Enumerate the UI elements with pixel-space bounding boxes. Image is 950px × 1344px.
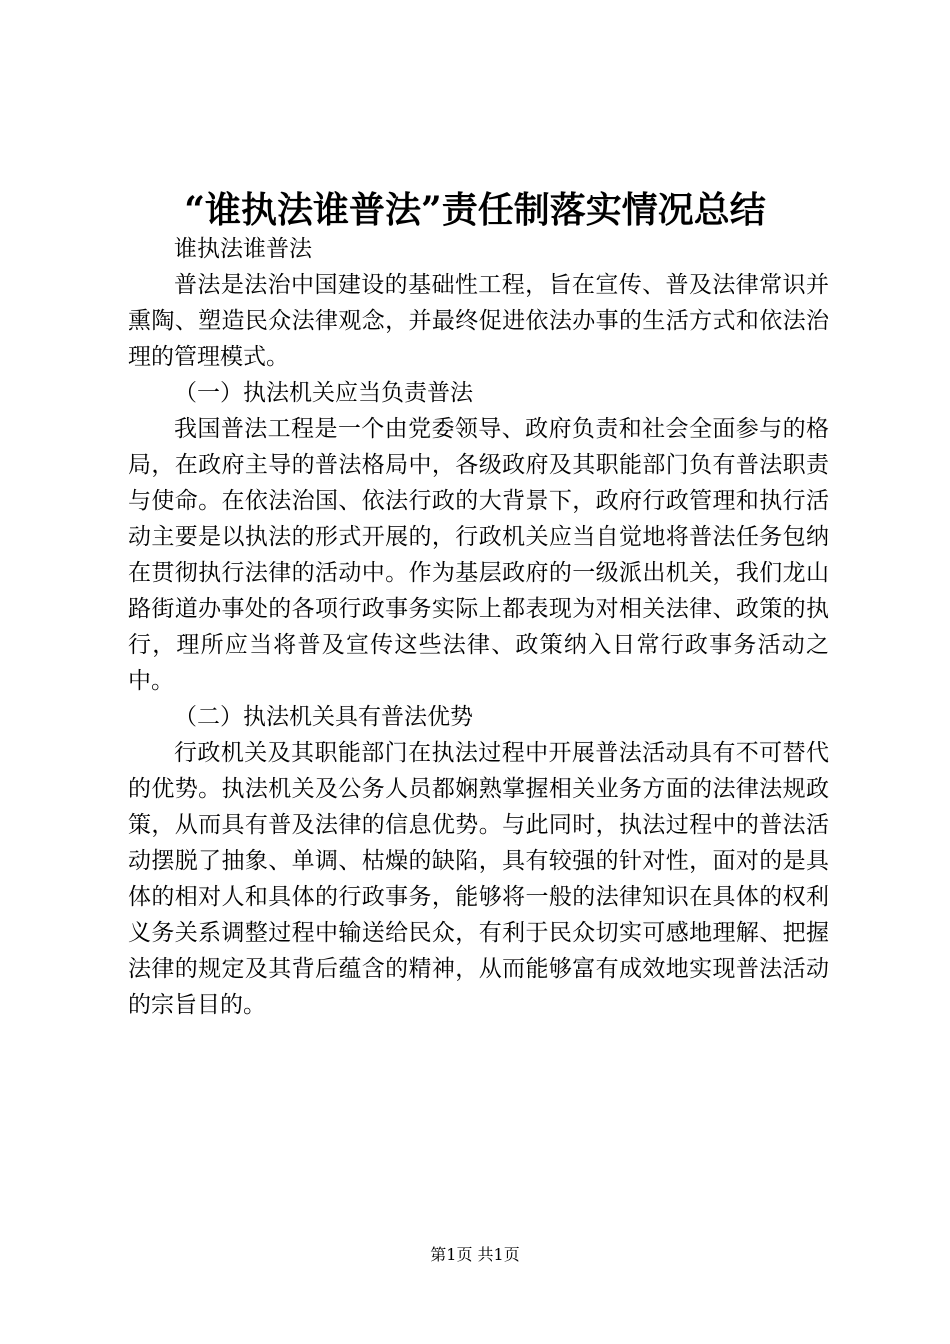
page-footer: 第1页 共1页 <box>430 1245 520 1264</box>
section-heading-2: （二）执法机关具有普法优势 <box>174 704 473 730</box>
paragraph-subtitle: 谁执法谁普法 <box>174 236 312 262</box>
paragraph-section-2: 行政机关及其职能部门在执法过程中开展普法活动具有不可替代的优势。执法机关及公务人员都娴熟掌握相关业务方面的法律法规政策，从而具有普及法律的信息优势。与此同时，执法过程中的普法活动摆脱了抽象、单调、枯燥的缺陷，具有较强的针对性，面对的是具体的相对人和具体的行政事务，能够将一般的法律知识在具体的权利义务关系调整过程中输送给民众，有利于民众切实可感地理解、把握法律的规定及其背后蕴含的精神，从而能够富有成效地实现普法活动的宗旨目的。 <box>128 740 829 1018</box>
document-title: “谁执法谁普法”责任制落实情况总结 <box>184 189 766 231</box>
paragraph-intro: 普法是法治中国建设的基础性工程，旨在宣传、普及法律常识并熏陶、塑造民众法律观念，并最终促进依法办事的生活方式和依法治理的管理模式。 <box>128 272 829 370</box>
paragraph-section-1: 我国普法工程是一个由党委领导、政府负责和社会全面参与的格局，在政府主导的普法格局中，各级政府及其职能部门负有普法职责与使命。在依法治国、依法行政的大背景下，政府行政管理和执行活动主要是以执法的形式开展的，行政机关应当自觉地将普法任务包纳在贯彻执行法律的活动中。作为基层政府的一级派出机关，我们龙山路街道办事处的各项行政事务实际上都表现为对相关法律、政策的执行，理所应当将普及宣传这些法律、政策纳入日常行政事务活动之中。 <box>128 416 829 694</box>
document-body <box>128 231 829 1023</box>
section-heading-1: （一）执法机关应当负责普法 <box>174 380 473 406</box>
